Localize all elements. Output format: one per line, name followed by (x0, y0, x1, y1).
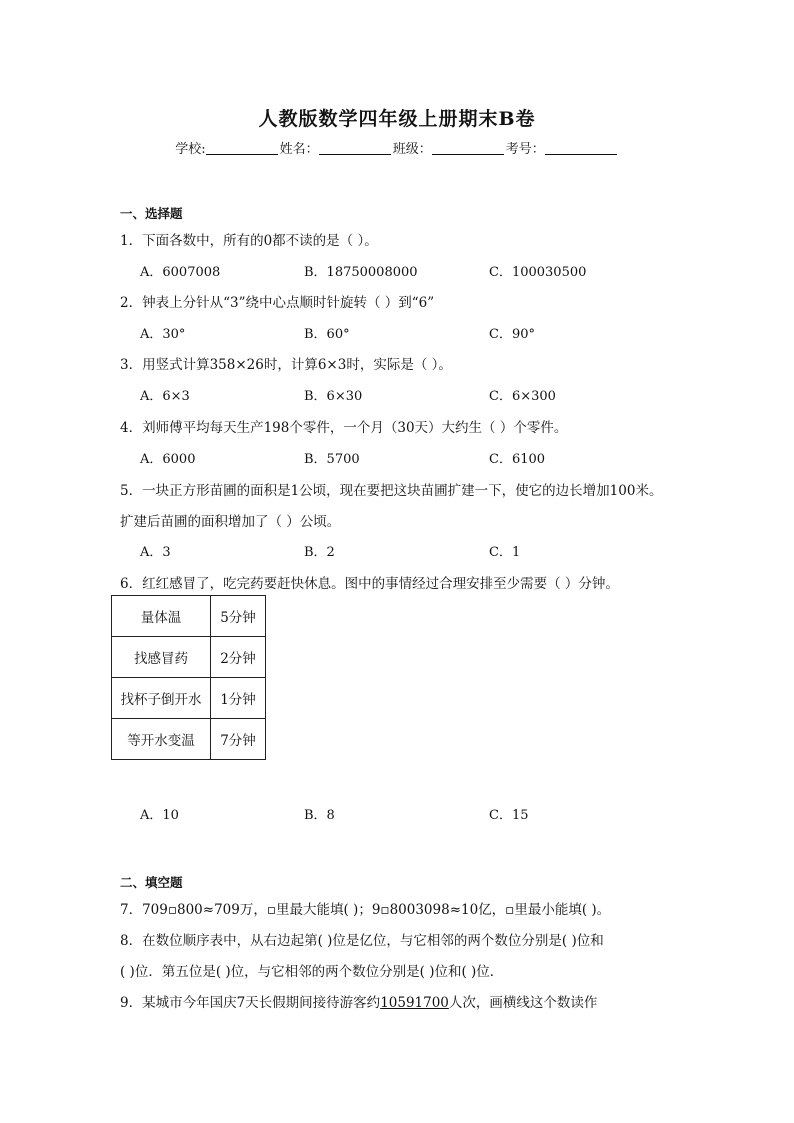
exam-number-label: 考号： (505, 142, 545, 157)
q1-option-b[interactable]: B．18750008000 (304, 265, 418, 280)
q4-option-b[interactable]: B．5700 (304, 452, 360, 467)
table-row (112, 596, 266, 637)
question-7: 7．709▫800≈709万，▫里最大能填( )；9▫8003098≈10亿，▫里最小能填( )。 (120, 902, 611, 918)
q1-option-a[interactable]: A．6007008 (140, 265, 221, 280)
q3-option-b[interactable]: B．6×30 (304, 389, 363, 404)
q4-option-a[interactable]: A．6000 (140, 452, 196, 467)
task-time-cell: 1分钟 (211, 678, 266, 719)
task-name-cell: 量体温 (112, 596, 211, 637)
q5-option-b[interactable]: B．2 (304, 545, 335, 560)
question-6: 6．红红感冒了，吃完药要赶快休息。图中的事情经过合理安排至少需要（ ）分钟。 (120, 576, 619, 592)
q6-option-c[interactable]: C．15 (489, 808, 529, 823)
page-title: 人教版数学四年级上册期末B卷 (258, 108, 536, 130)
question-1: 1．下面各数中，所有的0都不读的是（ ）。 (120, 233, 378, 249)
q1-option-c[interactable]: C．100030500 (489, 265, 587, 280)
q6-option-a[interactable]: A．10 (140, 808, 179, 823)
question-8: 8．在数位顺序表中，从右边起第( )位是亿位，与它相邻的两个数位分别是( )位和 (120, 933, 604, 949)
q2-option-c[interactable]: C．90° (489, 327, 535, 342)
name-blank[interactable] (319, 142, 391, 155)
task-time-cell: 7分钟 (211, 719, 266, 760)
task-name-cell: 找感冒药 (112, 637, 211, 678)
class-label: 班级： (392, 142, 432, 157)
q9-text-after: 人次，画横线这个数读作 (448, 995, 598, 1011)
q5-option-a[interactable]: A．3 (140, 545, 171, 560)
q3-option-a[interactable]: A．6×3 (140, 389, 190, 404)
q4-option-c[interactable]: C．6100 (489, 452, 546, 467)
question-9 (120, 991, 597, 1011)
question-2: 2．钟表上分针从“3”绕中心点顺时针旋转（ ）到“6” (120, 295, 435, 311)
q2-option-b[interactable]: B．60° (304, 327, 350, 342)
question-5-line-2: 扩建后苗圃的面积增加了（ ）公顷。 (120, 514, 341, 530)
question-5: 5．一块正方形苗圃的面积是1公顷，现在要把这块苗圃扩建一下，使它的边长增加100米。 (120, 483, 663, 499)
question-3: 3．用竖式计算358×26时，计算6×3时，实际是（ ）。 (120, 357, 452, 373)
question-8-line-2: ( )位．第五位是( )位，与它相邻的两个数位分别是( )位和( )位． (120, 964, 504, 980)
task-name-cell: 找杯子倒开水 (112, 678, 211, 719)
q5-option-c[interactable]: C．1 (489, 545, 521, 560)
q9-underlined-number: 10591700 (380, 995, 449, 1011)
q2-option-a[interactable]: A．30° (140, 327, 186, 342)
q6-option-b[interactable]: B．8 (304, 808, 335, 823)
school-label: 学校: (175, 142, 206, 157)
question-4: 4．刘师傅平均每天生产198个零件，一个月（30天）大约生（ ）个零件。 (120, 420, 568, 436)
task-time-table (111, 595, 266, 760)
section-heading-fill-in: 二、填空题 (120, 875, 183, 890)
table-row (112, 637, 266, 678)
student-info-line (0, 138, 794, 157)
table-row (112, 678, 266, 719)
school-blank[interactable] (206, 142, 278, 155)
class-blank[interactable] (432, 142, 504, 155)
task-time-cell: 5分钟 (211, 596, 266, 637)
name-label: 姓名： (279, 142, 319, 157)
task-time-cell: 2分钟 (211, 637, 266, 678)
section-heading-choice: 一、选择题 (120, 206, 183, 221)
exam-number-blank[interactable] (545, 142, 617, 155)
task-name-cell: 等开水变温 (112, 719, 211, 760)
q3-option-c[interactable]: C．6×300 (489, 389, 556, 404)
table-row (112, 719, 266, 760)
q9-text-before: 9．某城市今年国庆7天长假期间接待游客约 (120, 995, 381, 1011)
